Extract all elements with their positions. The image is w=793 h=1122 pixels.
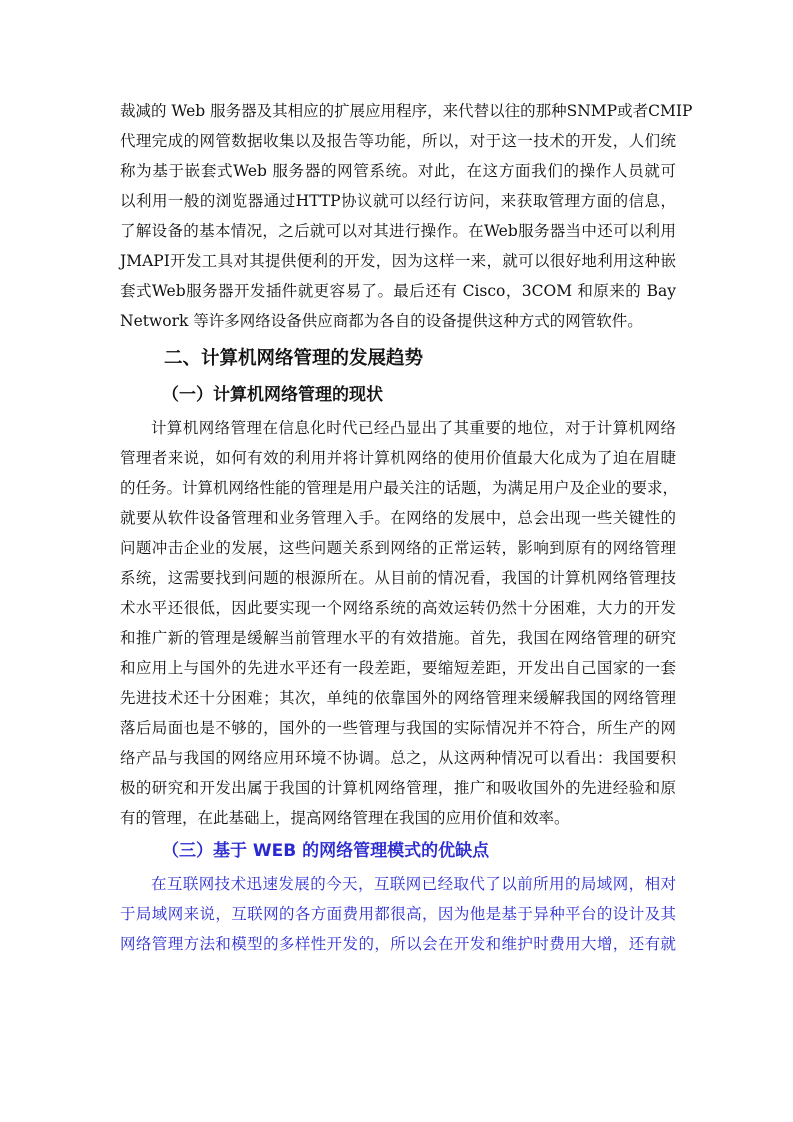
text-line: 套式Web服务器开发插件就更容易了。最后还有 Cisco，3COM 和原来的 Bay [120, 282, 676, 300]
text-line: 和推广新的管理是缓解当前管理水平的有效措施。首先，我国在网络管理的研究 [120, 629, 676, 647]
text-line: 问题冲击企业的发展，这些问题关系到网络的正常运转，影响到原有的网络管理 [120, 539, 676, 557]
text-line: 有的管理，在此基础上，提高网络管理在我国的应用价值和效率。 [120, 809, 570, 827]
text-line: 系统，这需要找到问题的根源所在。从目前的情况看，我国的计算机网络管理技 [120, 569, 676, 587]
section-heading-trends: 二、计算机网络管理的发展趋势 [164, 348, 424, 369]
paragraph-web-management [120, 869, 676, 959]
text-line: 的任务。计算机网络性能的管理是用户最关注的话题，为满足用户及企业的要求， [120, 479, 679, 497]
text-line: Network 等许多网络设备供应商都为各自的设备提供这种方式的网管软件。 [120, 312, 643, 330]
subsection-heading-status: （一）计算机网络管理的现状 [162, 385, 383, 405]
text-line: 管理者来说，如何有效的利用并将计算机网络的使用价值最大化成为了迫在眉睫 [120, 449, 676, 467]
text-line: 代理完成的网管数据收集以及报告等功能，所以，对于这一技术的开发，人们统 [120, 132, 676, 150]
text-line: JMAPI开发工具对其提供便利的开发，因为这样一来，就可以很好地利用这种嵌 [120, 252, 676, 270]
text-line: 就要从软件设备管理和业务管理入手。在网络的发展中，总会出现一些关键性的 [120, 509, 676, 527]
document-page [120, 96, 693, 959]
text-line: 计算机网络管理在信息化时代已经凸显出了其重要的地位，对于计算机网络 [151, 419, 676, 437]
text-line: 络产品与我国的网络应用环境不协调。总之，从这两种情况可以看出：我国要积 [120, 749, 676, 767]
text-line: 称为基于嵌套式Web 服务器的网管系统。对此，在这方面我们的操作人员就可 [120, 162, 676, 180]
text-line: 于局域网来说，互联网的各方面费用都很高，因为他是基于异种平台的设计及其 [120, 905, 676, 923]
text-line: 了解设备的基本情况，之后就可以对其进行操作。在Web服务器当中还可以利用 [120, 222, 676, 240]
text-line: 以利用一般的浏览器通过HTTP协议就可以经行访问，来获取管理方面的信息， [120, 192, 676, 210]
text-line: 术水平还很低，因此要实现一个网络系统的高效运转仍然十分困难，大力的开发 [120, 599, 676, 617]
text-line: 在互联网技术迅速发展的今天，互联网已经取代了以前所用的局域网，相对 [151, 875, 676, 893]
text-line: 先进技术还十分困难；其次，单纯的依靠国外的网络管理来缓解我国的网络管理 [120, 689, 676, 707]
paragraph-network-management-status [120, 413, 679, 833]
text-line: 落后局面也是不够的，国外的一些管理与我国的实际情况并不符合，所生产的网 [120, 719, 676, 737]
paragraph-web-server [120, 96, 693, 336]
text-line: 和应用上与国外的先进水平还有一段差距，要缩短差距，开发出自己国家的一套 [120, 659, 676, 677]
text-line: 极的研究和开发出属于我国的计算机网络管理，推广和吸收国外的先进经验和原 [120, 779, 676, 797]
subsection-heading-web-pros-cons: （三）基于 WEB 的网络管理模式的优缺点 [162, 841, 490, 861]
text-line: 裁减的 Web 服务器及其相应的扩展应用程序，来代替以往的那种SNMP或者CMIP [120, 102, 693, 120]
text-line: 网络管理方法和模型的多样性开发的，所以会在开发和维护时费用大增，还有就 [120, 935, 676, 953]
